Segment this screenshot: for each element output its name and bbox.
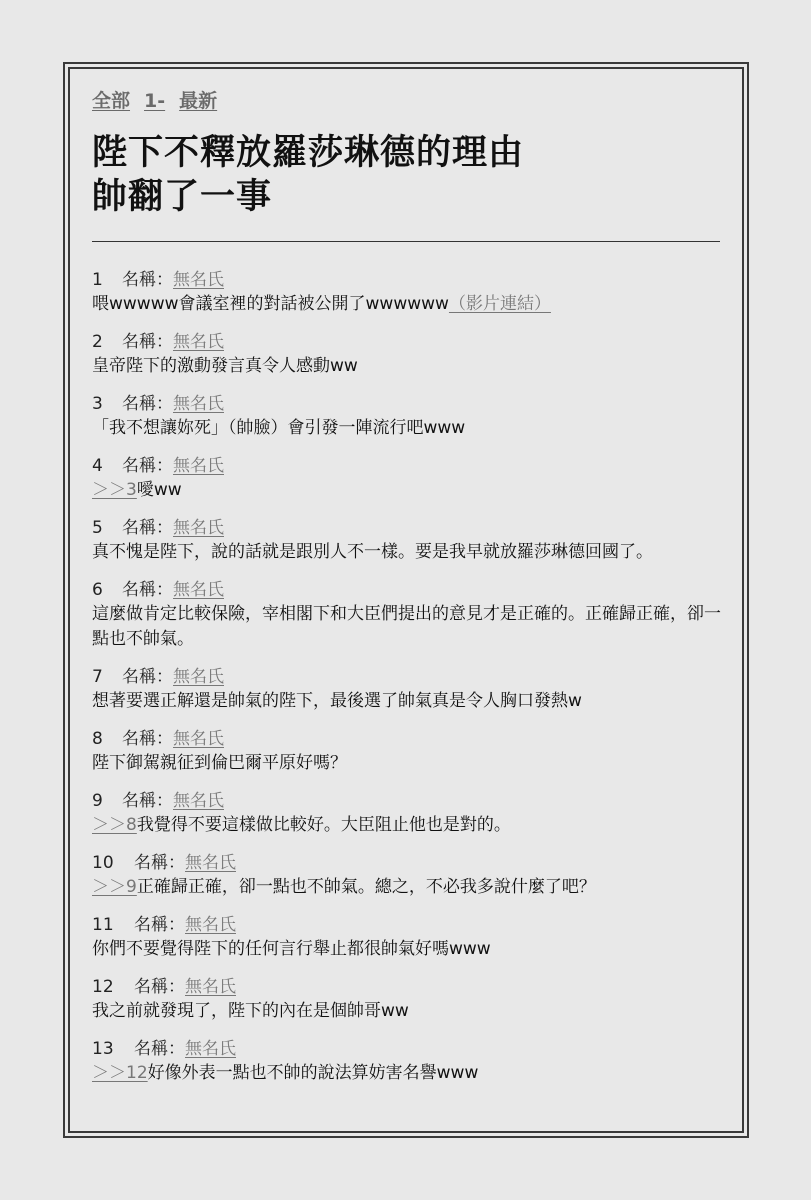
post-number: 1 <box>92 270 103 290</box>
post-body <box>92 751 722 776</box>
post-name-label: 名稱： <box>134 853 185 873</box>
post-item <box>92 913 722 962</box>
nav-all-link[interactable]: 全部 <box>92 90 131 112</box>
post-text: 我覺得不要這樣做比較好。大臣阻止他也是對的。 <box>136 815 511 835</box>
thread-title <box>92 131 722 219</box>
post-header <box>92 913 722 937</box>
post-author-link[interactable]: 無名氏 <box>173 580 224 600</box>
post-author-link[interactable]: 無名氏 <box>185 1039 236 1059</box>
post-name-label: 名稱： <box>122 270 173 290</box>
thread-title-line1: 陛下不釋放羅莎琳德的理由 <box>92 133 525 173</box>
post-body <box>92 540 722 565</box>
post-name-label: 名稱： <box>134 915 185 935</box>
post-author-link[interactable]: 無名氏 <box>173 729 224 749</box>
post-author-link[interactable]: 無名氏 <box>185 977 236 997</box>
post-author-link[interactable]: 無名氏 <box>173 332 224 352</box>
post-number: 5 <box>92 518 103 538</box>
post-item <box>92 268 722 317</box>
post-name-label: 名稱： <box>134 977 185 997</box>
post-header <box>92 975 722 999</box>
post-item <box>92 330 722 379</box>
post-text: 你們不要覺得陛下的任何言行舉止都很帥氣好嗎www <box>92 939 491 959</box>
post-name-label: 名稱： <box>122 332 173 352</box>
post-number: 6 <box>92 580 103 600</box>
post-header <box>92 330 722 354</box>
post-item <box>92 392 722 441</box>
post-text: 陛下御駕親征到倫巴爾平原好嗎？ <box>92 753 347 773</box>
post-name-label: 名稱： <box>122 667 173 687</box>
post-header <box>92 727 722 751</box>
post-body <box>92 999 722 1024</box>
reply-anchor-link[interactable]: ＞＞9 <box>92 877 137 897</box>
post-header <box>92 268 722 292</box>
post-number: 12 <box>92 977 114 997</box>
post-text: 這麼做肯定比較保險，宰相閣下和大臣們提出的意見才是正確的。正確歸正確，卻一點也不帥氣。 <box>92 604 721 649</box>
post-number: 8 <box>92 729 103 749</box>
post-name-label: 名稱： <box>122 518 173 538</box>
post-name-label: 名稱： <box>122 580 173 600</box>
post-name-label: 名稱： <box>122 456 173 476</box>
reply-anchor-link[interactable]: ＞＞8 <box>92 815 137 835</box>
post-author-link[interactable]: 無名氏 <box>173 791 224 811</box>
post-header <box>92 665 722 689</box>
post-list <box>92 268 722 1086</box>
post-name-label: 名稱： <box>122 791 173 811</box>
post-name-label: 名稱： <box>134 1039 185 1059</box>
post-name-label: 名稱： <box>122 729 173 749</box>
post-item <box>92 516 722 565</box>
post-body <box>92 689 722 714</box>
post-number: 4 <box>92 456 103 476</box>
post-item <box>92 727 722 776</box>
post-text: 皇帝陛下的激動發言真令人感動ww <box>92 356 358 376</box>
post-body <box>92 354 722 379</box>
post-header <box>92 578 722 602</box>
post-text: 真不愧是陛下，說的話就是跟別人不一樣。要是我早就放羅莎琳德回國了。 <box>92 542 653 562</box>
post-header <box>92 789 722 813</box>
post-author-link[interactable]: 無名氏 <box>173 270 224 290</box>
post-body <box>92 416 722 441</box>
video-link[interactable]: （影片連結） <box>448 294 551 314</box>
post-author-link[interactable]: 無名氏 <box>173 394 224 414</box>
post-header <box>92 851 722 875</box>
post-number: 11 <box>92 915 114 935</box>
reply-anchor-link[interactable]: ＞＞12 <box>92 1063 148 1083</box>
thread-page <box>92 86 722 1099</box>
post-item <box>92 578 722 652</box>
post-item <box>92 454 722 503</box>
post-body <box>92 937 722 962</box>
post-number: 3 <box>92 394 103 414</box>
post-header <box>92 1037 722 1061</box>
nav-range-link[interactable]: 1- <box>144 90 166 112</box>
post-text: 我之前就發現了，陛下的內在是個帥哥ww <box>92 1001 409 1021</box>
post-text: 想著要選正解還是帥氣的陛下，最後選了帥氣真是令人胸口發熱w <box>92 691 582 711</box>
thread-title-line2: 帥翻了一事 <box>92 177 273 217</box>
post-item <box>92 789 722 838</box>
post-text: 噯ww <box>136 480 182 500</box>
title-divider <box>92 241 720 242</box>
post-item <box>92 851 722 900</box>
nav-latest-link[interactable]: 最新 <box>179 90 218 112</box>
post-author-link[interactable]: 無名氏 <box>185 915 236 935</box>
post-body <box>92 1061 722 1086</box>
post-item <box>92 1037 722 1086</box>
post-header <box>92 454 722 478</box>
post-body <box>92 478 722 503</box>
post-number: 7 <box>92 667 103 687</box>
post-text: 正確歸正確，卻一點也不帥氣。總之，不必我多說什麼了吧？ <box>136 877 596 897</box>
post-author-link[interactable]: 無名氏 <box>173 667 224 687</box>
post-header <box>92 516 722 540</box>
post-number: 9 <box>92 791 103 811</box>
post-author-link[interactable]: 無名氏 <box>185 853 236 873</box>
post-author-link[interactable]: 無名氏 <box>173 456 224 476</box>
post-item <box>92 665 722 714</box>
post-text: 好像外表一點也不帥的說法算妨害名譽www <box>147 1063 479 1083</box>
post-number: 13 <box>92 1039 114 1059</box>
post-item <box>92 975 722 1024</box>
post-body <box>92 602 722 652</box>
post-number: 10 <box>92 853 114 873</box>
post-body <box>92 292 722 317</box>
post-author-link[interactable]: 無名氏 <box>173 518 224 538</box>
post-body <box>92 875 722 900</box>
post-body <box>92 813 722 838</box>
post-text: 「我不想讓妳死」（帥臉）會引發一陣流行吧www <box>92 418 466 438</box>
post-number: 2 <box>92 332 103 352</box>
reply-anchor-link[interactable]: ＞＞3 <box>92 480 137 500</box>
thread-nav <box>92 86 722 116</box>
post-name-label: 名稱： <box>122 394 173 414</box>
post-text: 喂wwwww會議室裡的對話被公開了wwwwww <box>92 294 449 314</box>
post-header <box>92 392 722 416</box>
